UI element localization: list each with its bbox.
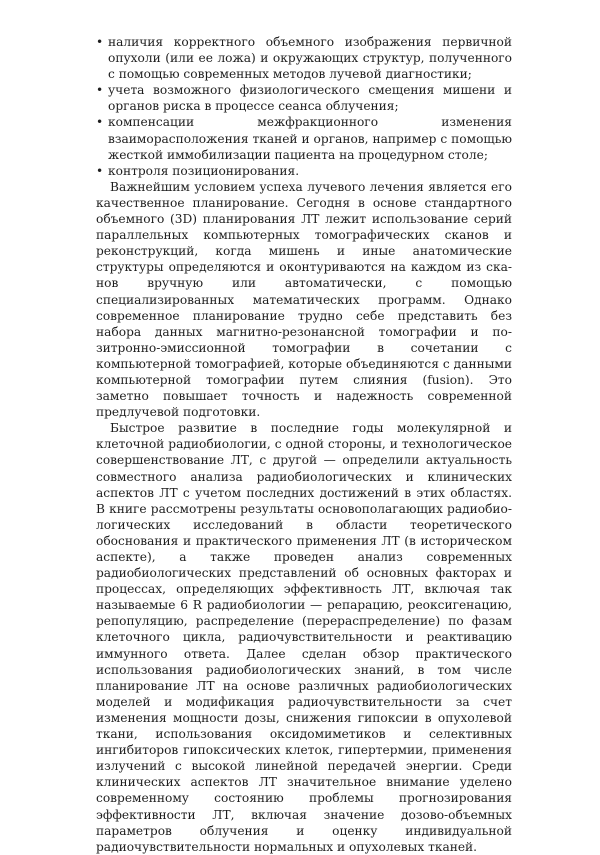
list-item-text: наличия корректного объемного изображения первичной опухоли (или ее ложа) и окружающих структур, полученного с помощью современных методов лучевой диагностики; <box>108 35 512 82</box>
bullet-marker: • <box>96 115 104 130</box>
paragraph-planning: Важнейшим условием успеха лучевого лечения является его качественное планирование. Сегодня в основе стандартного объемного (3D) планирования ЛТ лежит использование серий параллельных компьютерных томографических сканов и реконструкций, когда мишень и иные анатомические структуры определяются и оконтуриваются на каждом из сканов вручную или автоматически, с помощью специализированных математических программ. Однако современное планирование трудно себе представить без набора данных магнитно-резонансной томографии и позитронно-эмиссионной томографии в сочетании с компьютерной томографией, которые объединяются с данными компьютерной томографии путем слияния (fusion). Это заметно повышает точность и надежность современной предлучевой подготовки. <box>96 179 512 420</box>
paragraph-radiobiology: Быстрое развитие в последние годы молекулярной и клеточной радиобиологии, с одной стороны, и технологическое совершенствование ЛТ, с другой — определили актуальность совместного анализа радиобиологических и клинических аспектов ЛТ с учетом последних достижений в этих областях. В книге рассмотрены результаты основополагающих радиобиологических исследований в области теоретического обоснования и практического применения ЛТ (в историческом аспекте), а также проведен анализ современных радиобиологических представлений об основных факторах и процессах, определяющих эффективность ЛТ, включая так называемые 6 R радиобиологии — репарацию, реоксигенацию, репопуляцию, распределение (перераспределение) по фазам клеточного цикла, радиочувствительности и реактивацию иммунного ответа. Далее сделан обзор практического использования радиобиологических знаний, в том числе планирование ЛТ на основе различных радиобиологических моделей и модификация радиочувствительности за счет изменения мощности дозы, снижения гипоксии в опухолевой ткани, использования оксидомиметиков и селективных ингибиторов гипоксических клеток, гипертермии, применения излучений с высокой линейной передачей энергии. Среди клинических аспектов ЛТ значительное внимание уделено современному состоянию проблемы прогнозирования эффективности ЛТ, включая значение дозово-объемных параметров облучения и оценку индивидуальной радиочувствительности нормальных и опухолевых тканей. <box>96 421 512 854</box>
list-item-text: учета возможного физиологического смещения мишени и органов риска в процессе сеанса облучения; <box>108 83 512 114</box>
bullet-marker: • <box>96 163 104 178</box>
bullet-marker: • <box>96 83 104 98</box>
document-page <box>96 34 512 855</box>
list-item <box>96 163 512 179</box>
bullet-marker: • <box>96 35 104 49</box>
list-item-text: компенсации межфракционного изменения взаиморасположения тканей и органов, например с помощью жесткой иммобилизации пациента на процедурном столе; <box>108 115 512 162</box>
list-item-text: контроля позиционирования. <box>108 163 300 178</box>
list-item <box>96 34 512 82</box>
list-item <box>96 114 512 162</box>
list-item <box>96 82 512 114</box>
bullet-list <box>96 34 512 179</box>
